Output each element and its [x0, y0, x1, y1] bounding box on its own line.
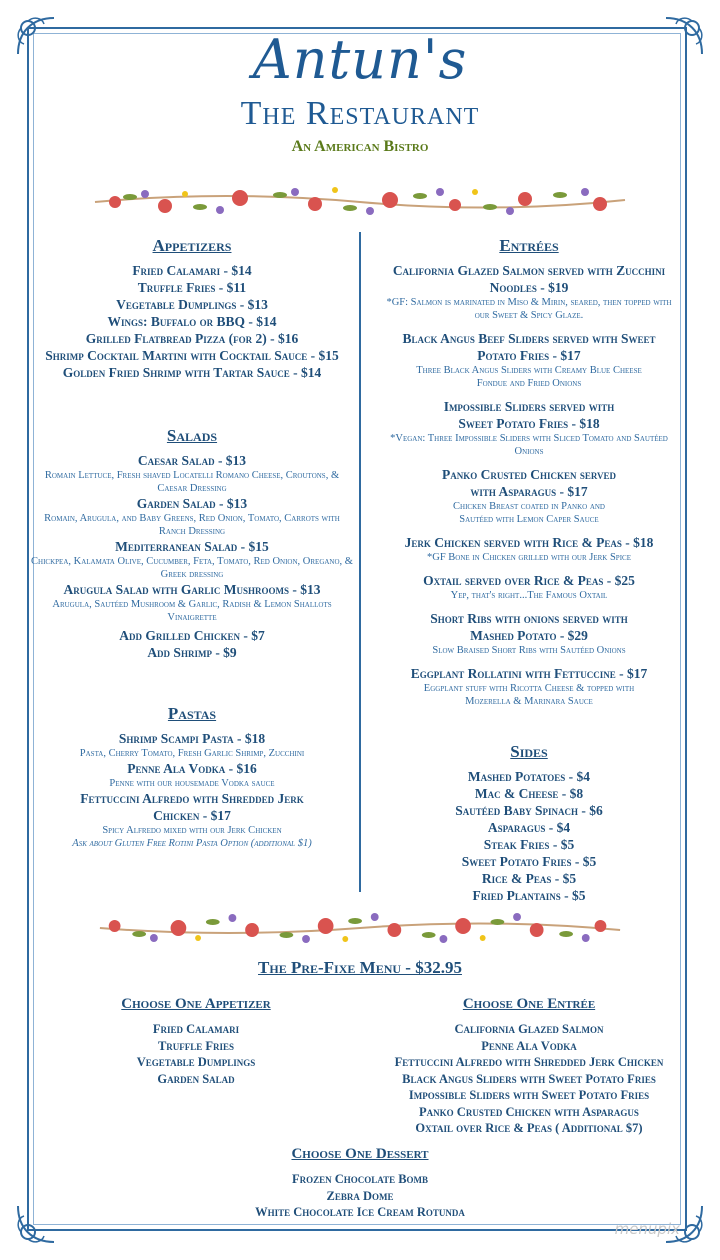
menu-item: Black Angus Beef Sliders served with Sweet Potato Fries - $17 [402, 331, 656, 363]
menu-item: Truffle Fries - $11 [137, 280, 247, 295]
salads-heading: Salads [166, 426, 218, 445]
pasta-note: Ask about Gluten Free Rotini Pasta Option (additional $1) [72, 838, 312, 849]
menu-item-description: Slow Braised Short Ribs with Sautéed Onions [432, 645, 626, 656]
column-divider [359, 232, 361, 892]
menu-item: Grilled Flatbread Pizza (for 2) - $16 [85, 331, 299, 346]
entrees-heading: Entrées [499, 236, 559, 255]
floral-divider-icon [90, 180, 630, 220]
menu-item: Fried Calamari - $14 [132, 263, 252, 278]
menu-item-description: Three Black Angus Sliders with Creamy Blue Cheese Fondue and Fried Onions [416, 365, 642, 389]
menu-item: Add Shrimp - $9 [147, 645, 237, 660]
menu-item-description: Romain Lettuce, Fresh shaved Locatelli Romano Cheese, Croutons, & Caesar Dressing [44, 470, 340, 494]
prefixe-item: California Glazed Salmon [454, 1022, 604, 1036]
watermark: menupix [614, 1220, 680, 1238]
menu-item: Golden Fried Shrimp with Tartar Sauce - $14 [62, 365, 322, 380]
menu-item: Steak Fries - $5 [483, 837, 575, 852]
prefixe-dessert-section [200, 1146, 520, 1221]
menu-item: Mashed Potatoes - $4 [467, 769, 591, 784]
prefixe-appetizer-heading: Choose One Appetizer [121, 996, 271, 1012]
prefixe-title: The Pre-Fixe Menu - $32.95 [258, 958, 462, 977]
appetizers-section [30, 236, 354, 381]
prefixe-item: Black Angus Sliders with Sweet Potato Fries [402, 1071, 656, 1086]
menu-item: Impossible Sliders served with Sweet Potato Fries - $18 [443, 399, 615, 431]
menu-item: Arugula Salad with Garlic Mushrooms - $13 [63, 582, 321, 597]
menu-item: Shrimp Cocktail Martini with Cocktail Sauce - $15 [45, 348, 339, 363]
prefixe-item: Penne Ala Vodka [481, 1038, 577, 1053]
menu-item-description: Penne with our housemade Vodka sauce [109, 778, 275, 789]
prefixe-item: Vegetable Dumplings [136, 1055, 256, 1069]
menu-item-description: *GF Bone in Chicken grilled with our Jerk Spice [427, 552, 631, 563]
menu-item-description: *GF: Salmon is marinated in Miso & Mirin, seared, then topped with our Sweet & Spicy Glaze. [386, 297, 672, 321]
menu-item: Panko Crusted Chicken served with Asparagus - $17 [441, 467, 617, 499]
menu-item: Penne Ala Vodka - $16 [127, 761, 257, 776]
menu-item: Sweet Potato Fries - $5 [461, 854, 597, 869]
logo-subtitle: The Restaurant [240, 95, 480, 132]
menu-item-description: Pasta, Cherry Tomato, Fresh Garlic Shrimp, Zucchini [79, 748, 305, 759]
prefixe-item: Fettuccini Alfredo with Shredded Jerk Chicken [394, 1055, 664, 1069]
menu-item: Oxtail served over Rice & Peas - $25 [423, 573, 635, 588]
menu-item-description: Arugula, Sautéed Mushroom & Garlic, Radish & Lemon Shallots Vinaigrette [52, 599, 332, 623]
menu-item: Caesar Salad - $13 [137, 453, 247, 468]
prefixe-item: Zebra Dome [326, 1188, 394, 1203]
sides-heading: Sides [510, 742, 548, 761]
restaurant-logo [0, 30, 720, 156]
menu-item-description: *Vegan: Three Impossible Sliders with Sliced Tomato and Sautéed Onions [390, 433, 668, 457]
menu-item: Add Grilled Chicken - $7 [119, 628, 265, 643]
menu-item: Mediterranean Salad - $15 [115, 539, 269, 554]
menu-item: Wings: Buffalo or BBQ - $14 [107, 314, 277, 329]
appetizers-heading: Appetizers [152, 236, 232, 255]
salads-section [30, 426, 354, 661]
menu-item: Sautéed Baby Spinach - $6 [455, 803, 603, 818]
menu-item: Garden Salad - $13 [136, 496, 248, 511]
menu-item: Fettuccini Alfredo with Shredded Jerk Chicken - $17 [80, 791, 304, 823]
prefixe-item: Truffle Fries [157, 1038, 235, 1053]
menu-item: Eggplant Rollatini with Fettuccine - $17 [410, 666, 648, 681]
menu-item-description: Chicken Breast coated in Panko and Sautéed with Lemon Caper Sauce [453, 501, 605, 525]
menu-item: Shrimp Scampi Pasta - $18 [118, 731, 266, 746]
prefixe-item: Frozen Chocolate Bomb [291, 1172, 429, 1186]
prefixe-entree-section [356, 996, 702, 1137]
pastas-section [30, 704, 354, 850]
menu-item-description: Eggplant stuff with Ricotta Cheese & topped with Mozerella & Marinara Sauce [423, 683, 635, 707]
menu-item: Jerk Chicken served with Rice & Peas - $18 [404, 535, 654, 550]
logo-tagline: An American Bistro [291, 138, 429, 155]
pastas-heading: Pastas [167, 704, 217, 723]
floral-divider-icon [95, 908, 625, 948]
prefixe-entree-heading: Choose One Entrée [462, 996, 596, 1012]
prefixe-item: Oxtail over Rice & Peas ( Additional $7) [415, 1121, 643, 1135]
menu-item: Rice & Peas - $5 [481, 871, 577, 886]
menu-item: Fried Plantains - $5 [472, 888, 586, 903]
prefixe-item: Fried Calamari [152, 1022, 240, 1036]
prefixe-appetizer-section [96, 996, 296, 1087]
menu-item-description: Chickpea, Kalamata Olive, Cucumber, Feta, Tomato, Red Onion, Oregano, & Greek dressing [31, 556, 353, 580]
logo-name: Antun's [252, 28, 468, 91]
prefixe-item: Garden Salad [157, 1071, 235, 1086]
menu-item-description: Spicy Alfredo mixed with our Jerk Chicken [102, 825, 282, 836]
menu-item-description: Yep, that's right...The Famous Oxtail [450, 590, 608, 601]
sides-section [368, 742, 690, 904]
menu-item: Mac & Cheese - $8 [474, 786, 584, 801]
menu-item: Vegetable Dumplings - $13 [116, 297, 268, 312]
entrees-section [368, 236, 690, 708]
prefixe-item: Panko Crusted Chicken with Asparagus [419, 1104, 639, 1119]
menu-item: Asparagus - $4 [487, 820, 571, 835]
prefixe-item: White Chocolate Ice Cream Rotunda [255, 1205, 465, 1219]
menu-item: Short Ribs with onions served with Mashed Potato - $29 [430, 611, 628, 643]
prefixe-dessert-heading: Choose One Dessert [291, 1146, 429, 1162]
corner-flourish-icon [14, 1202, 58, 1246]
prefixe-item: Impossible Sliders with Sweet Potato Fries [408, 1088, 650, 1102]
menu-item-description: Romain, Arugula, and Baby Greens, Red Onion, Tomato, Carrots with Ranch Dressing [44, 513, 340, 537]
menu-item: California Glazed Salmon served with Zucchini Noodles - $19 [392, 263, 666, 295]
